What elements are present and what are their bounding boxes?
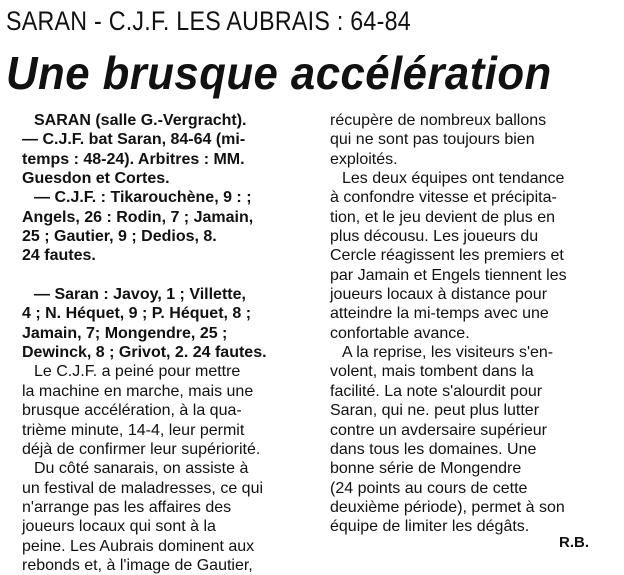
article-text-line: — C.J.F. : Tikarouchène, 9 : ;	[34, 189, 252, 207]
article-text-line: — Saran : Javoy, 1 ; Villette,	[34, 286, 246, 304]
article-text-line: atteindre la mi-temps avec une	[330, 305, 549, 323]
article-text-line: SARAN (salle G.-Vergracht).	[34, 112, 247, 129]
article-text-line: — C.J.F. bat Saran, 84-64 (mi-	[22, 131, 246, 149]
article-text-line: Les deux équipes ont tendance	[342, 170, 565, 188]
article-text-line: trième minute, 14-4, leur permit	[22, 421, 245, 439]
article-text-line: Jamain, 7; Mongendre, 25 ;	[22, 324, 228, 342]
article-text-line: Angels, 26 : Rodin, 7 ; Jamain,	[22, 208, 254, 226]
article-text-line: volent, mais tombent dans la	[330, 363, 534, 381]
article-text-line: Guesdon et Cortes.	[22, 170, 170, 188]
article-text-line: Cercle réagissent les premiers et	[330, 247, 564, 265]
article-text-line: rebonds et, à l'image de Gautier,	[22, 556, 253, 574]
article-text-line: plus décousu. Les joueurs du	[330, 228, 539, 246]
article-text-line	[22, 266, 298, 285]
article-text-line: déjà de confirmer leur supériorité.	[22, 440, 261, 458]
article-text-line: brusque accélération, à la qua-	[22, 402, 242, 420]
article-text-line: qui ne sont pas toujours bien	[330, 131, 535, 149]
article-text-line: équipe de limiter les dégâts.	[330, 518, 530, 536]
article-text-line: la machine en marche, mais une	[22, 382, 254, 400]
article-text-line: Saran, qui ne. peut plus lutter	[330, 402, 540, 420]
article-text-line: contre un avdersaire supérieur	[330, 421, 548, 439]
article-text-line: un festival de maladresses, ce qui	[22, 479, 264, 497]
article-text-line: à confondre vitesse et précipita-	[330, 189, 557, 207]
article-text-line: temps : 48-24). Arbitres : MM.	[22, 150, 245, 168]
article-text-line: exploités.	[330, 150, 398, 168]
article-text-line: 24 fautes.	[22, 247, 96, 265]
article-headline: Une brusque accélération	[6, 47, 552, 99]
article-text-line: confortable avance.	[330, 324, 470, 342]
article-text-line: tion, et le jeu devient de plus en	[330, 208, 556, 226]
article-text-line: (24 points au cours de cette	[330, 479, 528, 497]
article-text-line: facilité. La note s'alourdit pour	[330, 382, 543, 400]
article-text-line: par Jamain et Engels tiennent les	[330, 266, 567, 284]
article-column-right	[330, 111, 606, 537]
article-text-line: bonne série de Mongendre	[330, 460, 522, 478]
match-score-kicker: SARAN - C.J.F. LES AUBRAIS : 64-84	[6, 6, 411, 36]
article-text-line: n'arrange pas les affaires des	[22, 498, 232, 516]
author-signature: R.B.	[559, 534, 589, 551]
article-text-line: Dewinck, 8 ; Grivot, 2. 24 fautes.	[22, 344, 267, 362]
article-text-line: 25 ; Gautier, 9 ; Dedios, 8.	[22, 228, 217, 246]
article-text-line: peine. Les Aubrais dominent aux	[22, 537, 255, 555]
article-column-left	[22, 111, 298, 575]
article-text-line: A la reprise, les visiteurs s'en-	[342, 344, 554, 362]
article-text-line: dans tous les domaines. Une	[330, 440, 537, 458]
article-text-line: joueurs locaux à distance pour	[330, 286, 548, 304]
article-text-line: deuxième période), permet à son	[330, 498, 565, 516]
article-text-line: joueurs locaux qui sont à la	[22, 518, 216, 536]
article-text-line: Du côté sanarais, on assiste à	[34, 460, 249, 478]
article-text-line: récupère de nombreux ballons	[330, 112, 547, 129]
article-text-line: Le C.J.F. a peiné pour mettre	[34, 363, 241, 381]
article-text-line: 4 ; N. Héquet, 9 ; P. Héquet, 8 ;	[22, 305, 252, 323]
